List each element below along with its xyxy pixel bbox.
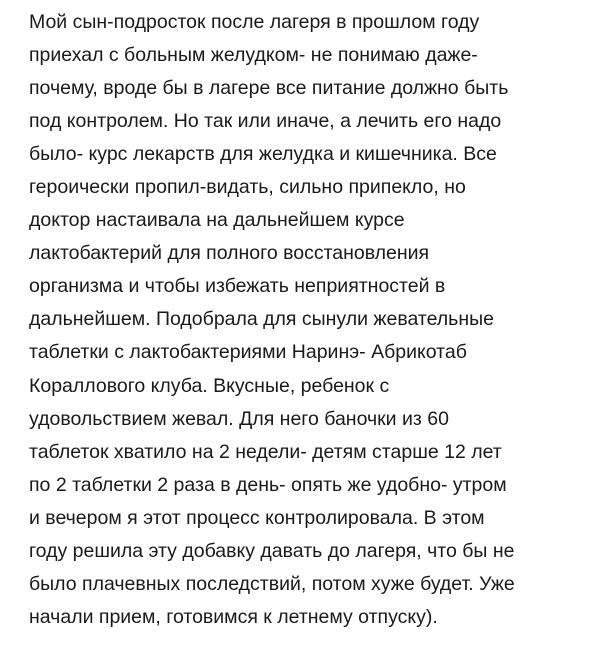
text-line: доктор настаивала на дальнейшем курсе: [29, 209, 405, 232]
text-line: дальнейшем. Подобрала для сынули жевательные: [29, 308, 494, 331]
text-line: под контролем. Но так или иначе, а лечить его надо: [29, 110, 502, 133]
text-line: организма и чтобы избежать неприятностей в: [29, 275, 446, 298]
text-line: было- курс лекарств для желудка и кишечника. Все: [29, 143, 497, 166]
text-line: таблеток хватило на 2 недели- детям старше 12 лет: [29, 440, 502, 463]
text-line: по 2 таблетки 2 раза в день- опять же удобно- утром: [29, 473, 507, 496]
text-line: Кораллового клуба. Вкусные, ребенок с: [29, 374, 390, 397]
text-line: было плачевных последствий, потом хуже будет. Уже: [29, 572, 515, 595]
text-line: приехал с больным желудком- не понимаю даже-: [29, 44, 478, 67]
text-line: таблетки с лактобактериями Наринэ- Абрикотаб: [29, 341, 467, 364]
text-line: лактобактерий для полного восстановления: [29, 242, 430, 265]
text-line: и вечером я этот процесс контролировала. В этом: [29, 506, 485, 529]
text-line: Мой сын-подросток после лагеря в прошлом году: [29, 11, 480, 33]
text-line: начали прием, готовимся к летнему отпуску).: [29, 605, 438, 628]
text-line: году решила эту добавку давать до лагеря, что бы не: [29, 539, 515, 562]
text-line: героически пропил-видать, сильно припекло, но: [29, 176, 466, 199]
text-line: удовольствием жевал. Для него баночки из 60: [29, 407, 449, 430]
text-line: почему, вроде бы в лагере все питание должно быть: [29, 77, 509, 100]
